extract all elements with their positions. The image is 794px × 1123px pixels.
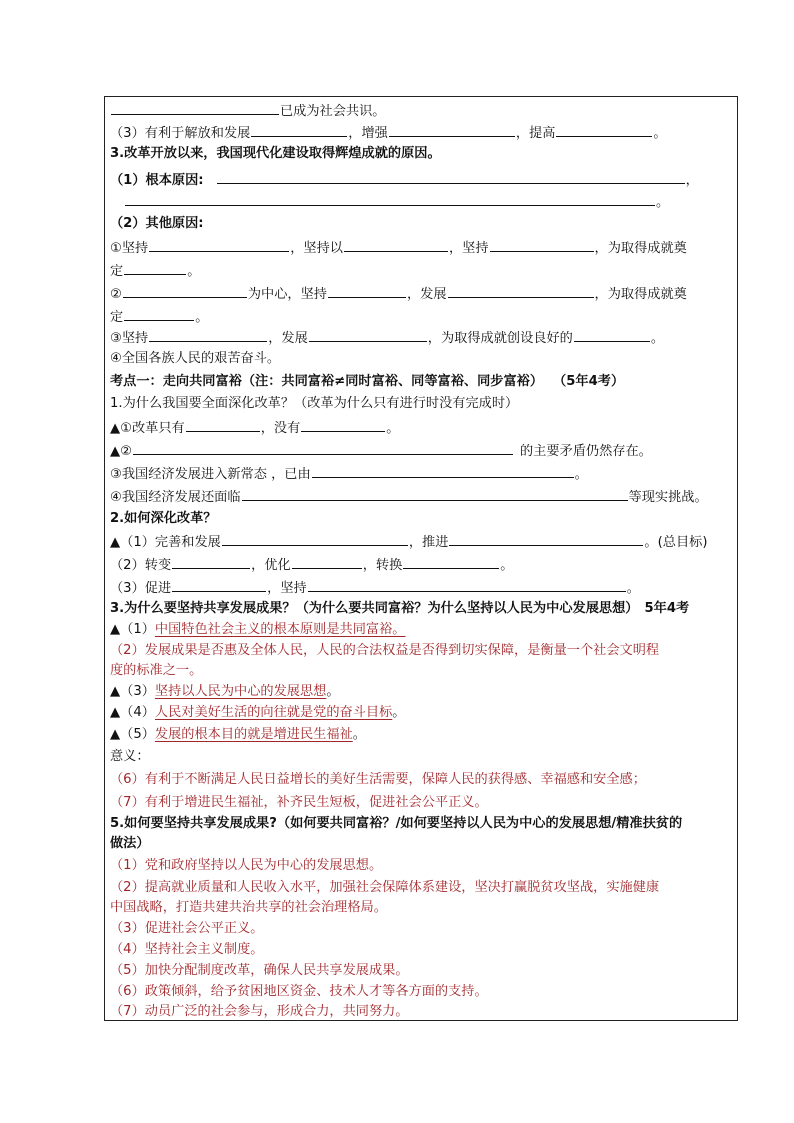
answer-5-5: （5）加快分配制度改革，确保人民共享发展成果。 [110,963,409,978]
question-5-cont: 做法） [110,836,150,851]
line-other-reasons: （2）其他原因: [110,216,204,231]
fill-blank[interactable] [186,418,260,432]
answer-1-4: ④我国经济发展还面临 等现实挑战。 [110,487,708,507]
line-root-reason-cont: 。 [110,192,669,212]
line-reason-1: ①坚持 ，坚持以 ，坚持 ，为取得成就奠 [110,238,687,258]
fill-blank[interactable] [242,487,628,501]
fill-blank[interactable] [133,441,513,455]
question-2: 2.如何深化改革？ [110,511,217,526]
question-1: 1.为什么我国要全面深化改革？（改革为什么只有进行时没有完成时） [110,396,519,411]
fill-blank[interactable] [301,418,385,432]
answer-1-1: ▲①改革只有 ，没有 。 [110,418,399,438]
fill-blank[interactable] [344,238,448,252]
answer-5-4: （4）坚持社会主义制度。 [110,942,264,957]
line-reason-2: ② 为中心，坚持 ，发展 ，为取得成就奠 [110,284,687,304]
answer-5-2-cont: 中国战略，打造共建共治共享的社会治理格局。 [110,900,387,915]
fill-blank[interactable] [308,578,626,592]
line-reason-1-cont: 定 。 [110,261,200,281]
answer-2-2: （2）转变 ，优化 ，转换 。 [110,555,513,575]
line-benefits: （3）有利于解放和发展 ，增强 ，提高 。 [110,123,667,143]
answer-5-1: （1）党和政府坚持以人民为中心的发展思想。 [110,858,383,873]
fill-blank[interactable] [217,170,685,184]
answer-2-1: ▲（1）完善和发展 ，推进 。(总目标) [110,532,707,552]
fill-blank[interactable] [312,464,574,478]
fill-blank[interactable] [172,555,250,569]
line-consensus: 已成为社会共识。 [110,101,386,121]
fill-blank[interactable] [449,532,643,546]
fill-blank[interactable] [389,123,515,137]
fill-blank[interactable] [123,284,247,298]
fill-blank[interactable] [149,328,267,342]
line-reason-3: ③坚持 ，发展 ，为取得成就创设良好的 。 [110,328,664,348]
answer-3-5: ▲（5）发展的根本目的就是增进民生福祉。 [110,727,366,742]
answer-3-7: （7）有利于增进民生福祉，补齐民生短板，促进社会公平正义。 [110,795,488,810]
answer-3-3: ▲（3）坚持以人民为中心的发展思想。 [110,684,340,699]
fill-blank[interactable] [574,328,650,342]
fill-blank[interactable] [124,307,194,321]
answer-3-4: ▲（4）人民对美好生活的向往就是党的奋斗目标。 [110,705,406,720]
fill-blank[interactable] [124,261,186,275]
line-root-reason: （1）根本原因: ， [110,170,699,190]
fill-blank[interactable] [309,328,427,342]
label-significance: 意义： [110,749,150,764]
line-reason-4: ④全国各族人民的艰苦奋斗。 [110,351,281,366]
answer-5-7: （7）动员广泛的社会参与，形成合力，共同努力。 [110,1004,409,1019]
fill-blank[interactable] [328,284,406,298]
fill-blank[interactable] [403,555,499,569]
fill-blank[interactable] [125,192,655,206]
fill-blank[interactable] [172,578,266,592]
fill-blank[interactable] [222,532,408,546]
question-3: 3.为什么要坚持共享发展成果？（为什么要共同富裕？为什么坚持以人民为中心发展思想） 5年4考 [110,601,690,616]
fill-blank[interactable] [292,555,362,569]
fill-blank[interactable] [448,284,594,298]
line-reason-2-cont: 定 。 [110,307,208,327]
answer-3-6: （6）有利于不断满足人民日益增长的美好生活需要，保障人民的获得感、幸福感和安全感； [110,772,646,787]
fill-blank[interactable] [251,123,347,137]
answer-5-3: （3）促进社会公平正义。 [110,921,264,936]
fill-blank[interactable] [149,238,289,252]
heading-exam-point-1: 考点一：走向共同富裕（注：共同富裕≠同时富裕、同等富裕、同步富裕） （5年4考） [110,374,625,389]
answer-1-2: ▲② 的主要矛盾仍然存在。 [110,441,652,461]
heading-achievement-reasons: 3.改革开放以来，我国现代化建设取得辉煌成就的原因。 [110,146,441,161]
answer-3-2: （2）发展成果是否惠及全体人民，人民的合法权益是否得到切实保障，是衡量一个社会文明程 [110,643,660,658]
question-5: 5.如何要坚持共享发展成果?（如何要共同富裕？/如何要坚持以人民为中心的发展思想/精准扶贫的 [110,816,683,831]
answer-3-1: ▲（1）中国特色社会主义的根本原则是共同富裕。 [110,622,406,637]
fill-blank[interactable] [490,238,594,252]
answer-2-3: （3）促进 ，坚持 。 [110,578,640,598]
answer-3-2-cont: 度的标准之一。 [110,663,203,678]
answer-1-3: ③我国经济发展进入新常态 ，已由 。 [110,464,588,484]
fill-blank[interactable] [111,101,279,115]
answer-5-2: （2）提高就业质量和人民收入水平，加强社会保障体系建设，坚决打赢脱贫攻坚战，实施健康 [110,880,660,895]
answer-5-6: （6）政策倾斜，给予贫困地区资金、技术人才等各方面的支持。 [110,984,488,999]
fill-blank[interactable] [556,123,652,137]
